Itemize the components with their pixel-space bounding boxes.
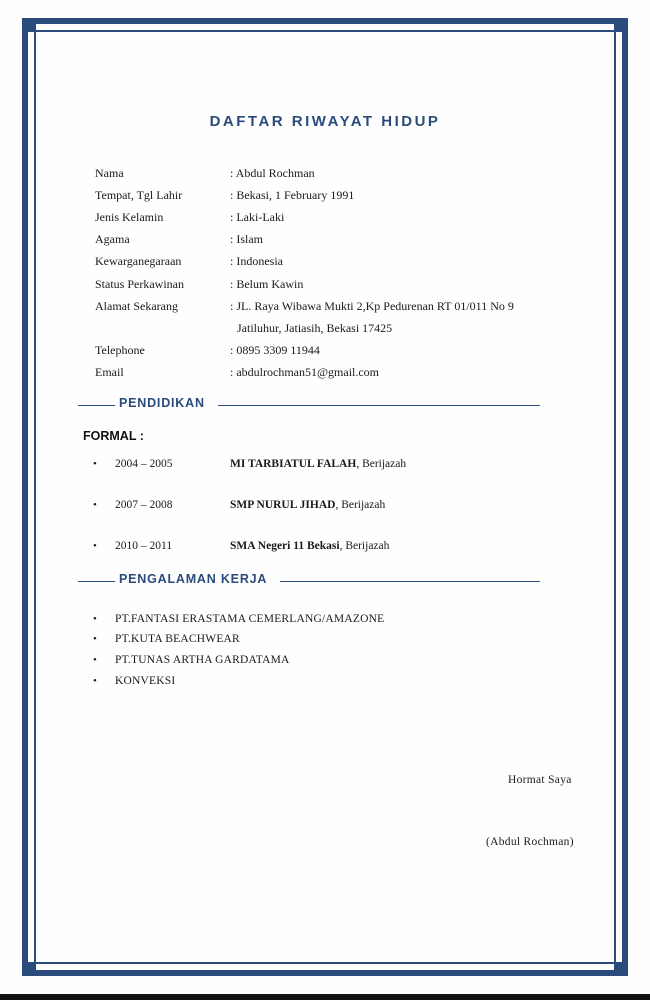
school-name: SMA Negeri 11 Bekasi: [230, 540, 340, 552]
bullet-icon: •: [93, 654, 98, 666]
education-school: [230, 497, 385, 513]
address-line-2: Jatiluhur, Jatiasih, Bekasi 17425: [237, 321, 393, 335]
education-years: 2007 – 2008: [115, 499, 173, 511]
divider: [218, 405, 540, 406]
info-label: Email: [95, 365, 124, 379]
info-value: : Belum Kawin: [230, 277, 304, 291]
school-name: MI TARBIATUL FALAH: [230, 458, 357, 470]
section-heading-work: [78, 572, 540, 590]
bullet-icon: •: [93, 633, 98, 645]
work-company: PT.FANTASI ERASTAMA CEMERLANG/AMAZONE: [115, 613, 385, 625]
info-label: Jenis Kelamin: [95, 210, 164, 224]
info-label: Alamat Sekarang: [95, 299, 178, 313]
section-heading-education: [78, 396, 540, 414]
info-label: Nama: [95, 166, 124, 180]
info-value: : abdulrochman51@gmail.com: [230, 365, 380, 379]
divider: [78, 405, 115, 406]
info-label: Status Perkawinan: [95, 277, 184, 291]
school-suffix: , Berijazah: [356, 458, 407, 470]
bullet-icon: •: [93, 499, 97, 511]
education-years: 2004 – 2005: [115, 458, 173, 470]
school-suffix: , Berijazah: [335, 499, 386, 511]
education-school: [230, 538, 389, 554]
school-name: SMP NURUL JIHAD: [230, 499, 336, 511]
work-company: PT.TUNAS ARTHA GARDATAMA: [115, 654, 290, 666]
bullet-icon: •: [93, 458, 97, 470]
border-corner: [614, 962, 628, 976]
info-label: Telephone: [95, 343, 145, 357]
divider: [280, 581, 540, 582]
work-company: PT.KUTA BEACHWEAR: [115, 633, 240, 645]
bullet-icon: •: [93, 675, 98, 687]
education-years: 2010 – 2011: [115, 540, 173, 552]
border-corner: [22, 962, 36, 976]
divider: [78, 581, 115, 582]
info-value: : Abdul Rochman: [230, 166, 315, 180]
border-corner: [22, 18, 36, 32]
info-label: Kewarganegaraan: [95, 254, 182, 268]
info-label: Tempat, Tgl Lahir: [95, 188, 183, 202]
formal-label: FORMAL :: [83, 429, 144, 443]
bullet-icon: •: [93, 540, 97, 552]
info-value: : Bekasi, 1 February 1991: [230, 188, 355, 202]
school-suffix: , Berijazah: [339, 540, 390, 552]
signature-name: (Abdul Rochman): [486, 836, 574, 848]
info-label: Agama: [95, 232, 130, 246]
border-corner: [614, 18, 628, 32]
info-value: : 0895 3309 11944: [230, 343, 320, 357]
section-title: PENDIDIKAN: [119, 396, 205, 410]
info-value: : Indonesia: [230, 254, 283, 268]
info-value: : Islam: [230, 232, 263, 246]
section-title: PENGALAMAN KERJA: [119, 572, 268, 586]
screen-bottom-bar: [0, 994, 650, 1000]
info-value: : JL. Raya Wibawa Mukti 2,Kp Pedurenan RT 01/011 No 9: [230, 299, 514, 313]
page-title: DAFTAR RIWAYAT HIDUP: [209, 113, 441, 130]
bullet-icon: •: [93, 613, 98, 625]
education-school: [230, 456, 406, 472]
info-value: : Laki-Laki: [230, 210, 285, 224]
work-company: KONVEKSI: [115, 675, 176, 687]
signature-greeting: Hormat Saya: [508, 774, 572, 786]
